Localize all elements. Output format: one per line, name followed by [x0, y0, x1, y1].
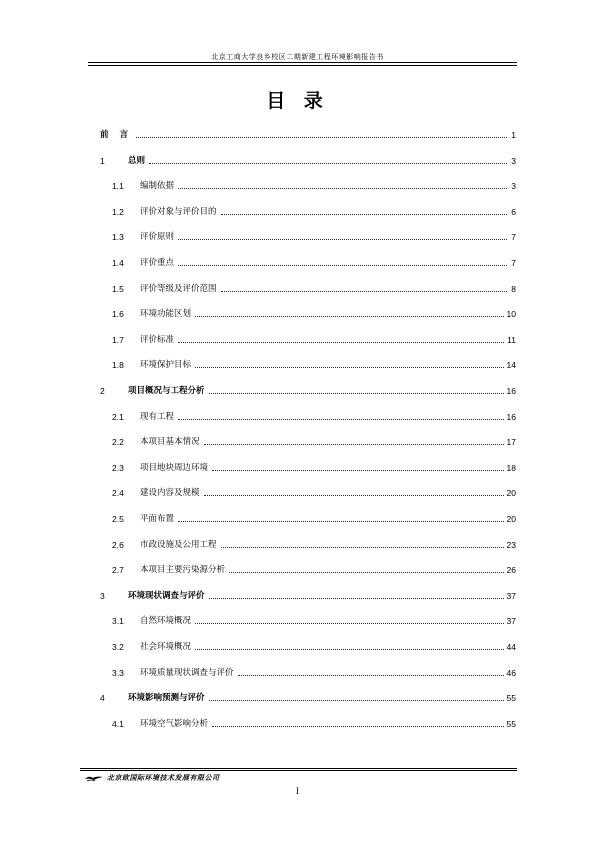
toc-entry-page: 20	[506, 488, 516, 499]
toc-dot-leader	[178, 341, 504, 343]
toc-dot-leader	[212, 725, 504, 727]
toc-entry-label: 评价等级及评价范围	[140, 283, 217, 294]
toc-entry[interactable]	[100, 382, 516, 396]
toc-entry[interactable]	[112, 331, 516, 345]
toc-entry-number: 2.4	[112, 488, 124, 499]
toc-entry[interactable]	[112, 715, 516, 729]
toc-entry-number: 2.1	[112, 411, 124, 422]
footer-rule-thin	[80, 768, 517, 769]
toc-entry-number: 1.5	[112, 283, 124, 294]
toc-entry-page: 46	[506, 667, 516, 678]
toc-dot-leader	[204, 494, 504, 496]
toc-entry-number: 2.7	[112, 565, 124, 576]
toc-entry-label: 总则	[128, 155, 146, 166]
toc-dot-leader	[178, 238, 507, 240]
toc-dot-leader	[221, 546, 504, 548]
toc-entry[interactable]	[112, 203, 516, 217]
toc-entry-page: 55	[506, 718, 516, 729]
toc-entry-number: 1.6	[112, 309, 124, 320]
toc-entry-page: 14	[506, 360, 516, 371]
toc-entry-number: 2.5	[112, 514, 124, 524]
bird-logo-icon	[84, 773, 104, 783]
toc-dot-leader	[209, 699, 504, 701]
toc-entry-number: 2.3	[112, 462, 124, 473]
toc-title: 目 录	[266, 90, 329, 112]
toc-entry-label: 环境保护目标	[140, 360, 192, 371]
toc-dot-leader	[178, 520, 504, 522]
toc-entry[interactable]	[112, 280, 516, 294]
toc-entry-page: 11	[507, 334, 516, 345]
toc-entry-number: 4.1	[112, 718, 124, 729]
toc-dot-leader	[195, 315, 504, 317]
footer-rule-thick	[80, 770, 517, 771]
toc-entry-label: 编制依据	[140, 181, 175, 192]
toc-entry[interactable]	[100, 152, 516, 166]
toc-entry-number: 1.3	[112, 232, 124, 243]
toc-dot-leader	[238, 674, 504, 676]
toc-entry-label: 本项目主要污染源分析	[140, 565, 226, 576]
toc-entry-page: 26	[506, 565, 516, 576]
toc-entry-page: 20	[506, 514, 516, 524]
toc-dot-leader	[195, 622, 504, 624]
toc-entry-label: 评价原则	[140, 232, 175, 243]
toc-entry-page: 17	[506, 437, 516, 448]
toc-entry[interactable]	[112, 228, 516, 242]
toc-entry-label: 环境功能区划	[140, 309, 192, 320]
toc-dot-leader	[229, 571, 504, 573]
toc-entry-page: 55	[506, 693, 516, 704]
toc-entry-label: 自然环境概况	[140, 616, 192, 627]
toc-entry[interactable]	[112, 459, 516, 473]
toc-entry-number: 2.2	[112, 437, 124, 448]
toc-entry[interactable]	[112, 433, 516, 447]
toc-entry-page: 3	[511, 155, 516, 166]
toc-entry[interactable]	[112, 664, 516, 678]
toc-entry[interactable]	[100, 689, 516, 703]
toc-entry-label: 环境影响预测与评价	[128, 693, 205, 704]
toc-entry-label: 现有工程	[140, 411, 175, 422]
toc-entry[interactable]	[112, 510, 516, 524]
toc-entry[interactable]	[112, 484, 516, 498]
toc-entry[interactable]	[112, 408, 516, 422]
toc-dot-leader	[149, 162, 507, 164]
toc-entry-number: 4	[100, 693, 105, 704]
toc-entry[interactable]	[100, 587, 516, 601]
toc-entry-label: 前 言	[100, 130, 132, 140]
toc-entry-page: 10	[506, 309, 516, 320]
toc-entry-page: 23	[506, 539, 516, 550]
toc-dot-leader	[204, 443, 504, 445]
toc-entry-label: 评价标准	[140, 334, 175, 345]
toc-entry-label: 评价对象与评价目的	[140, 206, 217, 217]
toc-entry-label: 建设内容及规模	[140, 488, 200, 499]
toc-entry-number: 1.2	[112, 206, 124, 217]
toc-entry[interactable]	[112, 612, 516, 626]
toc-dot-leader	[195, 648, 504, 650]
toc-entry[interactable]	[112, 305, 516, 319]
toc-dot-leader	[178, 264, 507, 266]
toc-dot-leader	[221, 213, 507, 215]
toc-dot-leader	[209, 392, 504, 394]
toc-dot-leader	[212, 469, 504, 471]
company-name: 北京欧国际环境技术发展有限公司	[107, 774, 220, 782]
toc-entry-number: 3.3	[112, 667, 124, 678]
toc-entry-number: 3.2	[112, 642, 124, 652]
toc-entry-number: 2	[100, 386, 105, 396]
toc-entry-label: 项目地块周边环境	[140, 462, 209, 473]
toc-entry-page: 3	[511, 181, 516, 192]
toc-dot-leader	[221, 290, 507, 292]
toc-entry-page: 18	[506, 462, 516, 473]
toc-entry-page: 37	[506, 616, 516, 627]
report-title: 北京工商大学良乡校区二期新建工程环境影响报告书	[211, 53, 384, 61]
toc-entry-label: 平面布置	[140, 514, 175, 524]
toc-entry-label: 评价重点	[140, 258, 175, 268]
toc-entry-number: 3.1	[112, 616, 124, 627]
toc-entry-page: 1	[511, 130, 516, 140]
toc-entry-page: 44	[506, 642, 516, 652]
toc-entry-number: 2.6	[112, 539, 124, 550]
toc-entry-label: 环境空气影响分析	[140, 718, 209, 729]
page-number: I	[296, 786, 299, 796]
toc-entry-page: 6	[511, 206, 516, 217]
toc-entry-page: 16	[506, 411, 516, 422]
toc-entry-label: 社会环境概况	[140, 642, 192, 652]
toc-dot-leader	[178, 187, 507, 189]
toc-entry-page: 7	[511, 258, 516, 268]
toc-dot-leader	[195, 366, 504, 368]
toc-entry-label: 市政设施及公用工程	[140, 539, 217, 550]
toc-entry[interactable]	[112, 536, 516, 550]
toc-entry-page: 37	[506, 590, 516, 601]
toc-entry[interactable]	[100, 126, 516, 140]
toc-entry[interactable]	[112, 356, 516, 370]
toc-entry[interactable]	[112, 561, 516, 575]
toc-entry-number: 1.8	[112, 360, 124, 371]
toc-entry-number: 1.1	[112, 181, 124, 192]
toc-entry-number: 1.4	[112, 258, 124, 268]
toc-entry[interactable]	[112, 638, 516, 652]
toc-entry-page: 8	[511, 283, 516, 294]
toc-entry-label: 项目概况与工程分析	[128, 386, 205, 396]
toc-entry-label: 环境现状调查与评价	[128, 590, 205, 601]
toc-entry-number: 1.7	[112, 334, 124, 345]
toc-entry-number: 3	[100, 590, 105, 601]
toc-entry-label: 本项目基本情况	[140, 437, 200, 448]
toc-entry[interactable]	[112, 254, 516, 268]
toc-entry-label: 环境质量现状调查与评价	[140, 667, 234, 678]
toc-entry-page: 16	[506, 386, 516, 396]
toc-dot-leader	[136, 136, 507, 138]
toc-entry[interactable]	[112, 177, 516, 191]
toc-dot-leader	[209, 597, 504, 599]
toc-dot-leader	[178, 418, 504, 420]
toc-entry-number: 1	[100, 155, 105, 166]
toc-entry-page: 7	[511, 232, 516, 243]
